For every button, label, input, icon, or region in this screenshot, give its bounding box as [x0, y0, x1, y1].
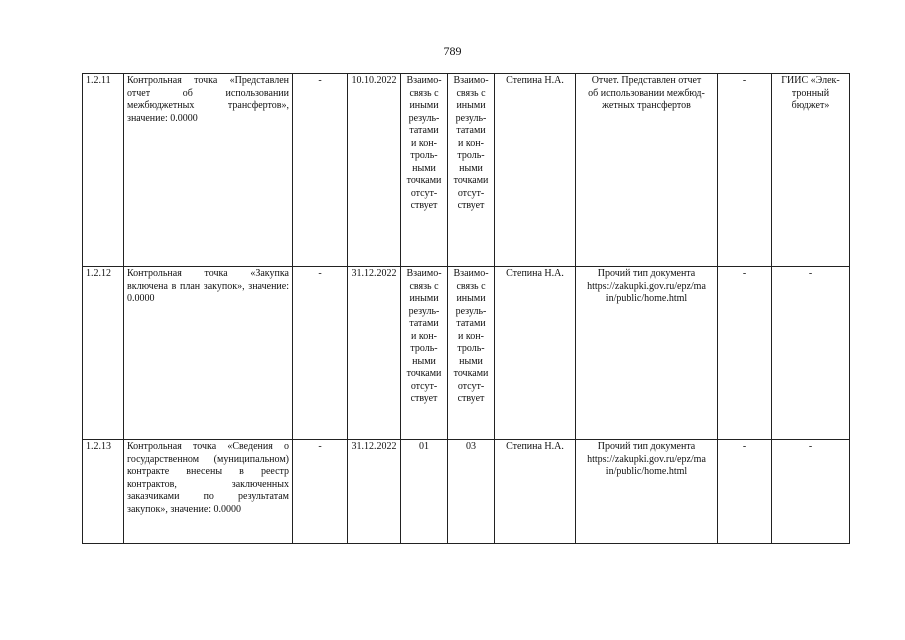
- responsible-person: Степина Н.А.: [495, 440, 576, 544]
- table-row: [83, 440, 850, 544]
- control-point-name: Контрольная точка «Закупка включена в план закупок», значение: 0.0000: [124, 267, 293, 440]
- relation-cell-1: Взаимо- связь с иными резуль- татами и кон- троль- ными точками отсут- ствует: [401, 267, 448, 440]
- information-system: -: [772, 440, 850, 544]
- information-system: -: [772, 267, 850, 440]
- cell-dash: -: [718, 267, 772, 440]
- cell-dash: -: [718, 440, 772, 544]
- control-point-date: 31.12.2022: [348, 267, 401, 440]
- control-points-table: [82, 73, 850, 544]
- relation-cell-1: Взаимо- связь с иными резуль- татами и кон- троль- ными точками отсут- ствует: [401, 74, 448, 267]
- control-point-name: Контрольная точка «Сведения о государственном (муниципальном) контракте внесены в реестр контрактов, заключенных заказчиками по результатам закупок», значение: 0.0000: [124, 440, 293, 544]
- row-number: 1.2.11: [83, 74, 124, 267]
- document-type: Отчет. Представлен отчет об использовании межбюд- жетных трансфертов: [576, 74, 718, 267]
- relation-cell-2: Взаимо- связь с иными резуль- татами и кон- троль- ными точками отсут- ствует: [448, 74, 495, 267]
- page-number: 789: [443, 44, 462, 58]
- control-point-date: 10.10.2022: [348, 74, 401, 267]
- cell-dash: -: [293, 267, 348, 440]
- cell-dash: -: [718, 74, 772, 267]
- control-point-date: 31.12.2022: [348, 440, 401, 544]
- row-number: 1.2.12: [83, 267, 124, 440]
- relation-cell-1: 01: [401, 440, 448, 544]
- cell-dash: -: [293, 440, 348, 544]
- table-row: [83, 267, 850, 440]
- information-system: ГИИС «Элек- тронный бюджет»: [772, 74, 850, 267]
- responsible-person: Степина Н.А.: [495, 74, 576, 267]
- row-number: 1.2.13: [83, 440, 124, 544]
- relation-cell-2: 03: [448, 440, 495, 544]
- document-type: Прочий тип документа https://zakupki.gov.ru/epz/ma in/public/home.html: [576, 440, 718, 544]
- cell-dash: -: [293, 74, 348, 267]
- responsible-person: Степина Н.А.: [495, 267, 576, 440]
- relation-cell-2: Взаимо- связь с иными резуль- татами и кон- троль- ными точками отсут- ствует: [448, 267, 495, 440]
- control-point-name: Контрольная точка «Представлен отчет об использовании межбюджетных трансфертов», значение: 0.0000: [124, 74, 293, 267]
- table-row: [83, 74, 850, 267]
- document-type: Прочий тип документа https://zakupki.gov.ru/epz/ma in/public/home.html: [576, 267, 718, 440]
